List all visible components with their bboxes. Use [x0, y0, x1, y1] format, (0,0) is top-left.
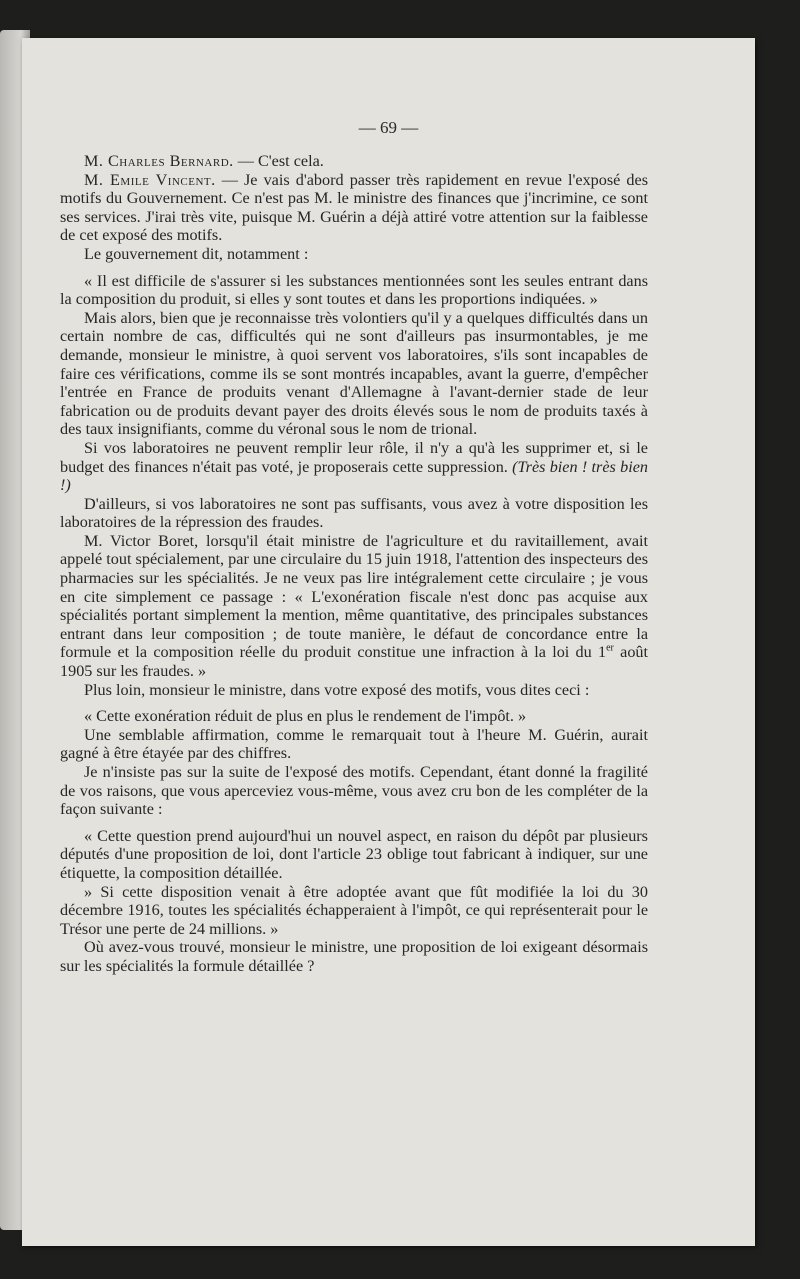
- paragraph: Plus loin, monsieur le ministre, dans votre exposé des motifs, vous dites ceci :: [84, 680, 590, 699]
- paragraph: Si vos laboratoires ne peuvent remplir leur rôle, il n'y a qu'à les supprimer et, si le budget des finances n'était pas voté, je proposerais cette suppression. (Très bien ! très bien !): [60, 438, 648, 495]
- applause-aside: (Très bien ! très bien !): [60, 457, 648, 495]
- quotation: « Cette exonération réduit de plus en plus le rendement de l'impôt. »: [84, 707, 527, 726]
- paragraph: M. Victor Boret, lorsqu'il était ministre de l'agriculture et du ravitaillement, avait appelé tout spécialement, par une circulaire du 15 juin 1918, l'attention des inspecteurs des pharmacies sur les spécialités. Je ne veux pas lire intégralement cette circulaire ; je vous en cite simplement ce passage : « L'exonération fiscale n'est donc pas acquise aux spécialités portant simplement la mention, même quantitative, des principales substances entrant dans leur composition ; de toute manière, le défaut de concordance entre la formule et la composition réelle du produit constitue une infraction à la loi du 1er août 1905 sur les fraudes. »: [60, 531, 648, 681]
- speaker-name: M. Emile Vincent.: [84, 170, 216, 189]
- paragraph: M. Emile Vincent. — Je vais d'abord passer très rapidement en revue l'exposé des motifs du Gouvernement. Ce n'est pas M. le ministre des finances que j'incrimine, ce sont ses services. J'irai très vite, puisque M. Guérin a déjà attiré votre attention sur la faiblesse de cet exposé des motifs.: [60, 170, 649, 245]
- paragraph: Où avez-vous trouvé, monsieur le ministre, une proposition de loi exigeant désormais sur les spécialités la formule détaillée ?: [60, 938, 648, 975]
- paragraph: D'ailleurs, si vos laboratoires ne sont pas suffisants, vous avez à votre disposition les laboratoires de la répression des fraudes.: [60, 494, 648, 532]
- body-text: [60, 152, 648, 976]
- quotation: « Cette question prend aujourd'hui un nouvel aspect, en raison du dépôt par plusieurs députés d'une proposition de loi, dont l'article 23 oblige tout fabricant à indiquer, sur une étiquette, la composition détaillée.: [60, 826, 648, 882]
- paragraph: Je n'insiste pas sur la suite de l'exposé des motifs. Cependant, étant donné la fragilité de vos raisons, que vous aperceviez vous-même, vous avez cru bon de les compléter de la façon suivante :: [60, 763, 648, 819]
- paragraph: Une semblable affirmation, comme le remarquait tout à l'heure M. Guérin, aurait gagné à être étayée par des chiffres.: [60, 725, 648, 763]
- paragraph: Mais alors, bien que je reconnaisse très volontiers qu'il y a quelques difficultés dans un certain nombre de cas, difficultés qui ne sont d'ailleurs pas insurmontables, je me demande, monsieur le ministre, à quoi servent vos laboratoires, s'ils sont incapables de faire ces vérifications, comme ils se sont montrés incapables, avant la guerre, d'empêcher l'entrée en France de produits venant d'Allemagne à l'avant-dernier stade de leur fabrication ou de produits devant payer des droits élevés sous le nom de produits taxés à des taux insignifiants, comme du véronal sous le nom de trional.: [60, 308, 648, 439]
- paragraph: M. Charles Bernard. — C'est cela.: [84, 152, 324, 170]
- document-page: [22, 38, 755, 1246]
- quotation: « Il est difficile de s'assurer si les substances mentionnées sont les seules entrant dans la composition du produit, si elles y sont toutes et dans les proportions indiquées. »: [60, 271, 648, 309]
- page-number: — 69 —: [358, 118, 419, 137]
- speaker-name: M. Charles Bernard.: [84, 152, 234, 170]
- quotation: » Si cette disposition venait à être adoptée avant que fût modifiée la loi du 30 décembre 1916, toutes les spécialités échapperaient à l'impôt, ce qui représenterait pour le Trésor une perte de 24 millions. »: [60, 882, 648, 938]
- paragraph: Le gouvernement dit, notamment :: [84, 244, 309, 263]
